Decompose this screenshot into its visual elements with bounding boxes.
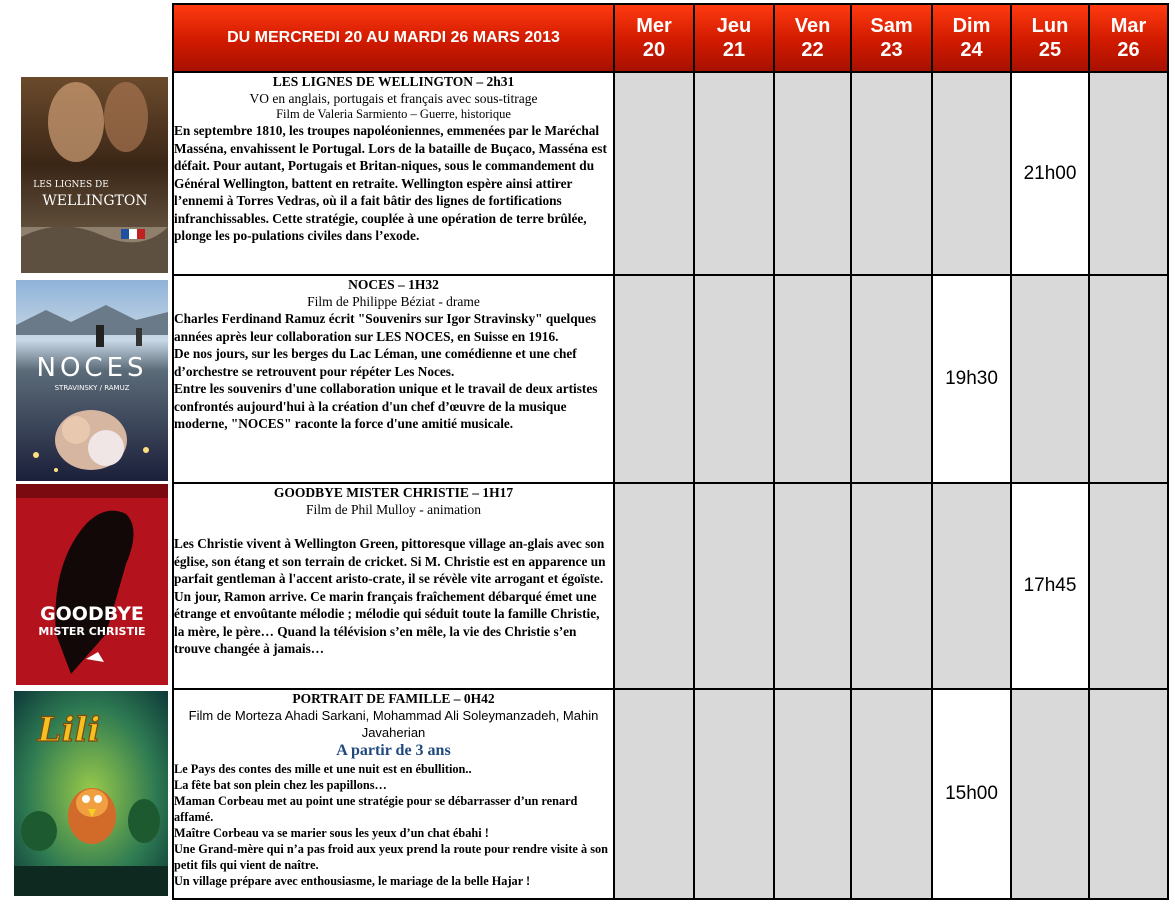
poster-subtitle: STRAVINSKY / RAMUZ — [54, 384, 130, 392]
day-number: 24 — [960, 39, 983, 61]
film-synopsis-paragraph: Un jour, Ramon arrive. Ce marin français fraîchement débarqué émet une étrange et envoûtante mélodie ; mélodie qui séduit toute la famille Christie, la mère, le père… Quand la télévision s’en mêle, la vie des Christie s’en trouve changée à jamais… — [174, 588, 600, 656]
showtime-mer — [614, 72, 694, 275]
showtime-jeu — [694, 72, 774, 275]
showtime-ven — [774, 483, 851, 689]
showtime-dim — [932, 72, 1011, 275]
day-header-jeu — [694, 4, 774, 72]
film-version: VO en anglais, portugais et français avec sous-titrage — [249, 91, 538, 106]
film-credit: Film de Philippe Béziat - drame — [307, 294, 480, 309]
film-credit: Film de Morteza Ahadi Sarkani, Mohammad Ali Soleymanzadeh, Mahin Javaherian — [188, 708, 599, 740]
schedule-table — [172, 3, 1169, 900]
showtime-mar — [1089, 483, 1168, 689]
day-header-ven — [774, 4, 851, 72]
film-row-wellington — [173, 72, 1168, 275]
film-title: NOCES – 1H32 — [348, 277, 439, 292]
showtime-lun — [1011, 689, 1089, 899]
day-number: 20 — [642, 39, 666, 61]
film-description — [173, 483, 614, 689]
poster-title: Lili — [37, 710, 101, 750]
showtime-jeu — [694, 689, 774, 899]
showtime-sam — [851, 689, 932, 899]
day-name: Sam — [870, 15, 913, 37]
poster-subtitle: MISTER CHRISTIE — [38, 625, 146, 638]
film-description — [173, 689, 614, 899]
poster-noces — [16, 280, 168, 481]
film-description — [173, 275, 614, 483]
showtime-dim: 19h30 — [932, 275, 1011, 483]
showtime-dim: 15h00 — [932, 689, 1011, 899]
poster-portrait-de-famille — [14, 691, 168, 896]
day-name: Ven — [794, 15, 831, 37]
header-row — [173, 4, 1168, 72]
showtime-sam — [851, 275, 932, 483]
day-number: 22 — [801, 39, 824, 61]
film-title: GOODBYE MISTER CHRISTIE – 1H17 — [273, 485, 514, 500]
film-synopsis: En septembre 1810, les troupes napoléoniennes, emmenées par le Maréchal Masséna, envahissent le Portugal. Lors de la bataille de Buçaco, Masséna est défait. Pour autant, Portugais et Britan-niques, sous le commandement du Général Wellington, battent en retraite. Wellington espère ainsi attirer l’ennemi à Torres Vedras, où il a fait bâtir des lignes de fortifications infranchissables. Cette stratégie, couplée à une opération de terre brûlée, plonge les po-pulations civiles dans l’exode. — [174, 123, 607, 243]
film-synopsis-line: Maman Corbeau met au point une stratégie pour se débarrasser d’un renard affamé. — [174, 794, 578, 824]
showtime-mar — [1089, 72, 1168, 275]
film-row-goodbye-mister-christie — [173, 483, 1168, 689]
poster-title-line2: WELLINGTON — [42, 193, 148, 209]
film-synopsis-line: Le Pays des contes des mille et une nuit est en ébullition.. — [174, 762, 472, 776]
showtime-jeu — [694, 483, 774, 689]
poster-title: GOODBYE — [40, 603, 144, 625]
film-title: PORTRAIT DE FAMILLE – 0H42 — [292, 691, 495, 706]
showtime-jeu — [694, 275, 774, 483]
showtime-dim — [932, 483, 1011, 689]
day-name: Dim — [952, 15, 991, 37]
period-header: DU MERCREDI 20 AU MARDI 26 MARS 2013 — [173, 4, 614, 72]
showtime-ven — [774, 689, 851, 899]
film-description — [173, 72, 614, 275]
day-name: Jeu — [716, 15, 752, 37]
showtime-mer — [614, 275, 694, 483]
film-synopsis-line: Une Grand-mère qui n’a pas froid aux yeux prend la route pour rendre visite à son petit fils qui vient de naître. — [174, 842, 608, 872]
film-synopsis-line: Maître Corbeau va se marier sous les yeux d’un chat ébahi ! — [174, 826, 489, 840]
day-header-lun — [1011, 4, 1089, 72]
poster-goodbye-mister-christie — [16, 484, 168, 685]
showtime-ven — [774, 72, 851, 275]
day-header-sam — [851, 4, 932, 72]
showtime-sam — [851, 72, 932, 275]
age-recommendation: A partir de 3 ans — [336, 742, 451, 759]
film-synopsis-paragraph: Entre les souvenirs d'une collaboration unique et le travail de deux artistes confrontés aujourd'hui à la création d'un chef d’œuvre de la musique moderne, "NOCES" raconte la force d'une amitié musicale. — [174, 381, 598, 431]
day-name: Mer — [636, 15, 672, 37]
film-credit: Film de Valeria Sarmiento – Guerre, historique — [276, 107, 511, 121]
day-name: Lun — [1031, 15, 1069, 37]
film-synopsis-paragraph: Charles Ferdinand Ramuz écrit "Souvenirs sur Igor Stravinsky" quelques années après leur collaboration sur LES NOCES, en Suisse en 1916. — [174, 311, 597, 344]
showtime-lun — [1011, 275, 1089, 483]
film-credit: Film de Phil Mulloy - animation — [305, 502, 482, 517]
showtime-mar — [1089, 689, 1168, 899]
showtime-sam — [851, 483, 932, 689]
day-number: 23 — [880, 39, 903, 61]
poster-les-lignes-de-wellington — [21, 77, 168, 273]
day-number: 26 — [1117, 39, 1140, 61]
film-row-noces — [173, 275, 1168, 483]
day-header-dim — [932, 4, 1011, 72]
day-name: Mar — [1110, 15, 1147, 37]
showtime-lun: 17h45 — [1011, 483, 1089, 689]
film-synopsis-paragraph: De nos jours, sur les berges du Lac Léman, une comédienne et une chef d’orchestre se retrouvent pour répéter Les Noces. — [174, 346, 577, 379]
film-synopsis-paragraph: Les Christie vivent à Wellington Green, pittoresque village an-glais avec son église, son étang et son terrain de cricket. Si M. Christie est en apparence un parfait gentleman à l'accent aristo-crate, il se révèle vite arrogant et égoïste. — [174, 536, 606, 586]
day-header-mar — [1089, 4, 1168, 72]
film-synopsis-line: La fête bat son plein chez les papillons… — [174, 778, 387, 792]
showtime-mer — [614, 689, 694, 899]
poster-title: NOCES — [36, 353, 148, 383]
showtime-mar — [1089, 275, 1168, 483]
film-title: LES LIGNES DE WELLINGTON – 2h31 — [272, 74, 515, 89]
film-row-portrait-de-famille — [173, 689, 1168, 899]
day-number: 25 — [1038, 39, 1062, 61]
showtime-ven — [774, 275, 851, 483]
day-number: 21 — [722, 39, 746, 61]
poster-title-line1: LES LIGNES DE — [33, 180, 109, 190]
showtime-mer — [614, 483, 694, 689]
day-header-mer — [614, 4, 694, 72]
film-synopsis-line: Un village prépare avec enthousiasme, le mariage de la belle Hajar ! — [174, 874, 531, 888]
showtime-lun: 21h00 — [1011, 72, 1089, 275]
